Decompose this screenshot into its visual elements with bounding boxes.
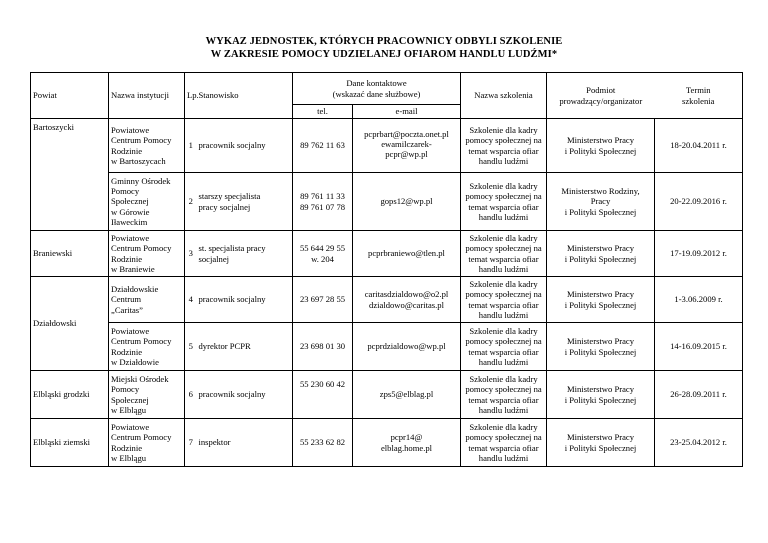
stanowisko-cell: starszy specjalista pracy socjalnej [197,173,293,231]
tel-cell: 23 698 01 30 [293,323,353,371]
instytucja-cell: Powiatowe Centrum Pomocy Rodzinie w Bartoszycach [109,119,185,173]
lp-cell: 2 [185,173,197,231]
header-kontakt: Dane kontaktowe (wskazać dane służbowe) [293,73,461,105]
termin-cell: 1-3.06.2009 r. [655,277,743,323]
table-row [31,231,743,277]
termin-cell: 18-20.04.2011 r. [655,119,743,173]
tel-cell: 89 762 11 63 [293,119,353,173]
instytucja-cell: Powiatowe Centrum Pomocy Rodzinie w Elblągu [109,419,185,467]
email-cell: pcprbart@poczta.onet.pl [364,128,449,139]
stanowisko-cell: pracownik socjalny [197,119,293,173]
lp-cell: 5 [185,323,197,371]
header-powiat: Powiat [31,73,109,119]
table-row [31,323,743,371]
szkolenie-cell: Szkolenie dla kadry pomocy społecznej na temat wsparcia ofiar handlu ludźmi [461,323,547,371]
szkolenie-cell: Szkolenie dla kadry pomocy społecznej na temat wsparcia ofiar handlu ludźmi [461,231,547,277]
header-podmiot: Podmiot prowadzący/organizator [547,73,655,119]
powiat-cell: Działdowski [31,277,109,371]
table-row [31,119,743,173]
lp-cell: 1 [185,119,197,173]
header-instytucja: Nazwa instytucji [109,73,185,119]
table-row [31,419,743,467]
termin-cell: 23-25.04.2012 r. [655,419,743,467]
stanowisko-cell: pracownik socjalny [197,277,293,323]
tel-cell: 55 230 60 42 [293,371,353,419]
podmiot-cell: Ministerstwo Pracy i Polityki Społecznej [547,231,655,277]
lp-cell: 3 [185,231,197,277]
header-szkolenie: Nazwa szkolenia [461,73,547,119]
termin-cell: 20-22.09.2016 r. [655,173,743,231]
instytucja-cell: Powiatowe Centrum Pomocy Rodzinie w Braniewie [109,231,185,277]
termin-cell: 26-28.09.2011 r. [655,371,743,419]
stanowisko-cell: st. specjalista pracy socjalnej [197,231,293,277]
instytucja-cell: Działdowskie Centrum „Caritas” [109,277,185,323]
szkolenie-cell: Szkolenie dla kadry pomocy społecznej na temat wsparcia ofiar handlu ludźmi [461,119,547,173]
podmiot-cell: Ministerstwo Pracy i Polityki Społecznej [547,371,655,419]
podmiot-cell: Ministerstwo Pracy i Polityki Społecznej [547,277,655,323]
header-stanowisko: Stanowisko [197,73,293,119]
lp-cell: 6 [185,371,197,419]
podmiot-cell: Ministerstwo Rodziny, Pracy i Polityki Społecznej [547,173,655,231]
instytucja-cell: Powiatowe Centrum Pomocy Rodzinie w Działdowie [109,323,185,371]
email-cell: pcprdzialdowo@wp.pl [353,323,461,371]
szkolenie-cell: Szkolenie dla kadry pomocy społecznej na temat wsparcia ofiar handlu ludźmi [461,173,547,231]
email-cell: ewamilczarek- pcpr@wp.pl [381,138,432,160]
instytucja-cell: Gminny Ośrodek Pomocy Społecznej w Górowie Iławeckim [109,173,185,231]
stanowisko-cell: inspektor [197,419,293,467]
header-termin: Termin szkolenia [655,73,743,119]
lp-cell: 4 [185,277,197,323]
tel-cell: 55 233 62 82 [293,419,353,467]
szkolenie-cell: Szkolenie dla kadry pomocy społecznej na temat wsparcia ofiar handlu ludźmi [461,419,547,467]
document-title-line-2: W ZAKRESIE POMOCY UDZIELANEJ OFIAROM HANDLU LUDŹMI* [210,49,558,60]
lp-cell: 7 [185,419,197,467]
email-cell: zps5@elblag.pl [353,371,461,419]
header-lp: Lp. [185,73,197,119]
powiat-cell: Braniewski [31,231,109,277]
powiat-cell: Elbląski ziemski [31,419,109,467]
powiat-cell: Elbląski grodzki [31,371,109,419]
table-row [31,173,743,231]
email-cell: caritasdzialdowo@o2.pl [364,289,449,300]
training-table [30,72,743,467]
termin-cell: 17-19.09.2012 r. [655,231,743,277]
email-cell: gops12@wp.pl [353,173,461,231]
tel-cell: 23 697 28 55 [293,277,353,323]
podmiot-cell: Ministerstwo Pracy i Polityki Społecznej [547,119,655,173]
podmiot-cell: Ministerstwo Pracy i Polityki Społecznej [547,419,655,467]
tel-cell: 55 644 29 55 w. 204 [293,231,353,277]
podmiot-cell: Ministerstwo Pracy i Polityki Społecznej [547,323,655,371]
email-cell: dzialdowo@caritas.pl [369,299,444,310]
szkolenie-cell: Szkolenie dla kadry pomocy społecznej na temat wsparcia ofiar handlu ludźmi [461,371,547,419]
szkolenie-cell: Szkolenie dla kadry pomocy społecznej na temat wsparcia ofiar handlu ludźmi [461,277,547,323]
header-tel: tel. [293,105,353,119]
email-cell: pcpr14@ elblag.home.pl [353,419,461,467]
powiat-cell: Bartoszycki [31,119,109,231]
instytucja-cell: Miejski Ośrodek Pomocy Społecznej w Elblągu [109,371,185,419]
header-email: e-mail [353,105,461,119]
termin-cell: 14-16.09.2015 r. [655,323,743,371]
stanowisko-cell: pracownik socjalny [197,371,293,419]
document-title-line-1: WYKAZ JEDNOSTEK, KTÓRYCH PRACOWNICY ODBYLI SZKOLENIE [205,36,563,47]
stanowisko-cell: dyrektor PCPR [197,323,293,371]
table-row [31,371,743,419]
email-cell: pcprbraniewo@tlen.pl [353,231,461,277]
table-row [31,277,743,323]
tel-cell: 89 761 11 33 89 761 07 78 [293,173,353,231]
